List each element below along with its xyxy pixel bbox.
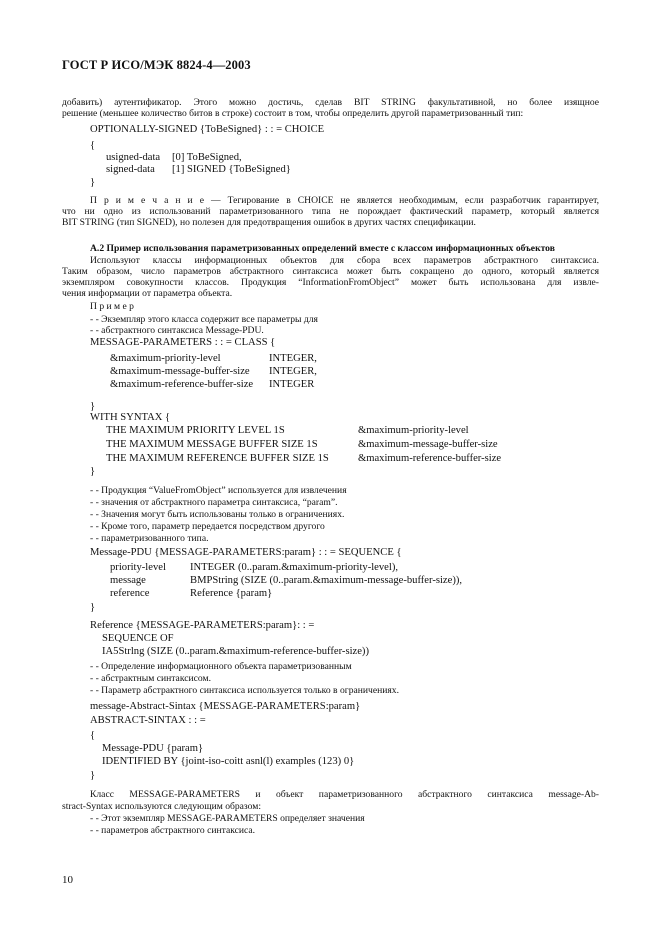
code-field-type: [0] ToBeSigned, — [172, 152, 242, 163]
page-number: 10 — [62, 874, 73, 886]
code-line: Message-PDU {MESSAGE-PARAMETERS:param} : : = SEQUENCE { — [90, 547, 402, 558]
code-comment: - - параметризованного типа. — [90, 533, 209, 544]
code-syntax-phrase: THE MAXIMUM MESSAGE BUFFER SIZE 1S — [106, 439, 318, 450]
example-label: П р и м е р — [90, 301, 134, 312]
code-field-name: message — [110, 575, 146, 586]
code-comment: - - Значения могут быть использованы только в ограничениях. — [90, 509, 345, 520]
paragraph-line: добавить) аутентификатор. Этого можно достичь, сделав BIT STRING факультативной, но более изящное — [62, 97, 599, 108]
paragraph-line: Используют классы информационных объектов для сбора всех параметров абстрактного синтаксиса. — [90, 255, 599, 266]
code-field-type: INTEGER, — [269, 366, 317, 377]
code-syntax-phrase: THE MAXIMUM REFERENCE BUFFER SIZE 1S — [106, 453, 329, 464]
code-line: IDENTIFIED BY {joint-iso-coitt asnl(l) examples (123) 0} — [102, 756, 355, 767]
code-line: WITH SYNTAX { — [90, 412, 171, 423]
code-field-type: [1] SIGNED {ToBeSigned} — [172, 164, 291, 175]
code-line: SEQUENCE OF — [102, 633, 174, 644]
code-comment: - - Экземпляр этого класса содержит все параметры для — [90, 314, 318, 325]
code-line: message-Abstract-Sintax {MESSAGE-PARAMETERS:param} — [90, 701, 361, 712]
note-line: BIT STRING (тип SIGNED), но полезен для предотвращения ошибок в других частях спецификации. — [62, 217, 476, 228]
paragraph-line: чения информации от параметра объекта. — [62, 288, 233, 299]
code-brace: } — [90, 466, 96, 477]
code-field-type: INTEGER (0..param.&maximum-priority-level), — [190, 562, 398, 573]
code-comment: - - абстрактного синтаксиса Message-PDU. — [90, 325, 264, 336]
code-line: OPTIONALLY-SIGNED {ToBeSigned} : : = CHOICE — [90, 124, 325, 135]
note-label: П р и м е ч а н и е — [90, 195, 204, 206]
code-field-name: signed-data — [106, 164, 155, 175]
code-comment: - - значения от абстрактного параметра синтаксиса, “param”. — [90, 497, 338, 508]
code-field-name: &maximum-reference-buffer-size — [110, 379, 254, 390]
document-header: ГОСТ Р ИСО/МЭК 8824-4—2003 — [62, 58, 251, 72]
note-line: что ни одно из использований параметризованного типа не порождает фактический параметр, который является — [62, 206, 599, 217]
code-line: IA5Strlng (SIZE (0..param.&maximum-reference-buffer-size)) — [102, 646, 369, 657]
code-syntax-phrase: THE MAXIMUM PRIORITY LEVEL 1S — [106, 425, 285, 436]
code-line: ABSTRACT-SINTAX : : = — [90, 715, 206, 726]
paragraph-line: экземпляром совокупности классов. Продукция “InformationFromObject” может быть использована для извле- — [62, 277, 599, 288]
code-comment: - - Кроме того, параметр передается посредством другого — [90, 521, 325, 532]
paragraph-line: stract-Syntax используются следующим образом: — [62, 801, 262, 812]
code-brace: } — [90, 401, 96, 412]
code-syntax-field: &maximum-reference-buffer-size — [358, 453, 502, 464]
code-comment: - - Определение информационного объекта параметризованным — [90, 661, 352, 672]
section-title: А.2 Пример использования параметризованных определений вместе с классом информационных объектов — [90, 243, 555, 254]
code-brace: } — [90, 177, 96, 188]
code-field-type: INTEGER, — [269, 353, 317, 364]
code-line: MESSAGE-PARAMETERS : : = CLASS { — [90, 337, 276, 348]
paragraph-line: Таким образом, число параметров абстрактного синтаксиса может быть сокращено до одного, который является — [62, 266, 599, 277]
note-line — [90, 195, 599, 206]
code-field-name: priority-level — [110, 562, 166, 573]
code-comment: - - Продукция “ValueFromObject” используется для извлечения — [90, 485, 347, 496]
code-line: Reference {MESSAGE-PARAMETERS:param}: : = — [90, 620, 315, 631]
code-brace: } — [90, 770, 96, 781]
code-brace: { — [90, 140, 96, 151]
code-field-name: usigned-data — [106, 152, 161, 163]
code-comment: - - Параметр абстрактного синтаксиса используется только в ограничениях. — [90, 685, 399, 696]
paragraph-line: Класс MESSAGE-PARAMETERS и объект параметризованного абстрактного синтаксиса message-Ab- — [90, 789, 599, 800]
code-field-name: &maximum-message-buffer-size — [110, 366, 250, 377]
code-field-name: reference — [110, 588, 150, 599]
code-comment: - - параметров абстрактного синтаксиса. — [90, 825, 256, 836]
code-field-type: BMPString (SIZE (0..param.&maximum-message-buffer-size)), — [190, 575, 463, 586]
code-line: Message-PDU {param} — [102, 743, 204, 754]
note-text: — Тегирование в CHOICE не является необходимым, если разработчик гарантирует, — [203, 195, 599, 206]
code-field-name: &maximum-priority-level — [110, 353, 221, 364]
code-comment: - - Этот экземпляр MESSAGE-PARAMETERS определяет значения — [90, 813, 365, 824]
code-syntax-field: &maximum-priority-level — [358, 425, 469, 436]
code-brace: { — [90, 730, 96, 741]
code-brace: } — [90, 602, 96, 613]
code-comment: - - абстрактным синтаксисом. — [90, 673, 211, 684]
code-field-type: INTEGER — [269, 379, 315, 390]
paragraph-line: решение (меньшее количество битов в строке) состоит в том, чтобы определить другой параметризованный тип: — [62, 108, 524, 119]
code-syntax-field: &maximum-message-buffer-size — [358, 439, 498, 450]
code-field-type: Reference {param} — [190, 588, 273, 599]
